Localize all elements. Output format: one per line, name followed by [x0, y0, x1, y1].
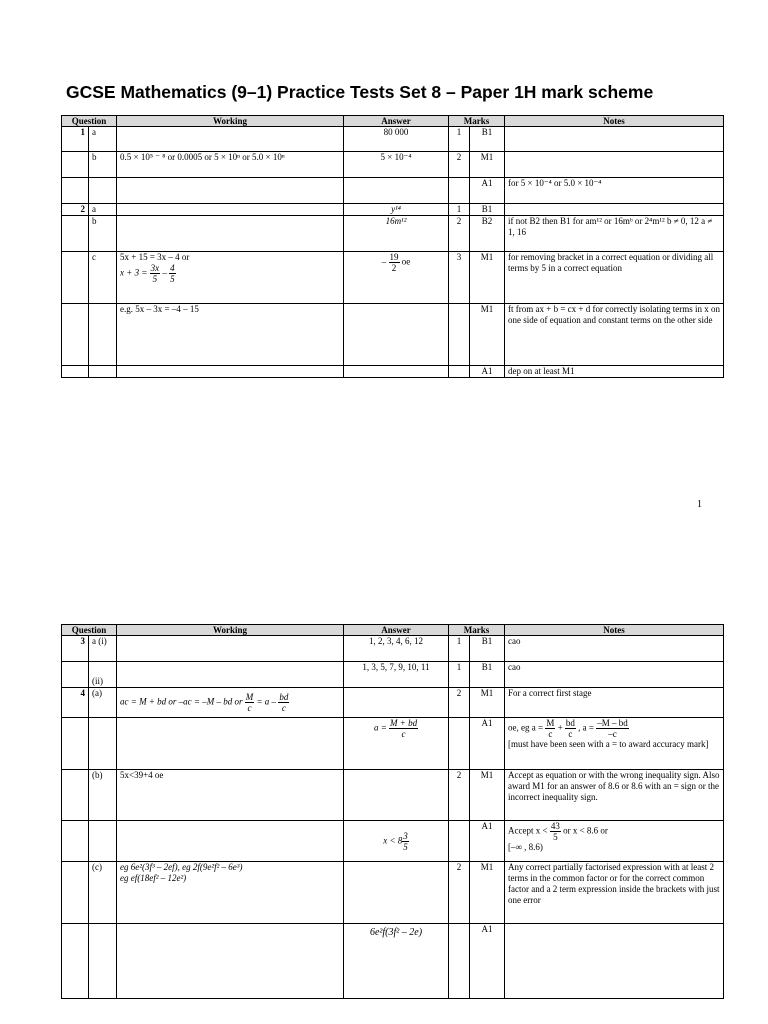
- mark-count: 2: [449, 688, 470, 718]
- fraction-denominator: c: [568, 729, 573, 739]
- question-number: 2: [62, 204, 89, 216]
- question-part: [89, 718, 117, 770]
- table-row: [62, 127, 724, 152]
- mark-count: [449, 924, 470, 999]
- working-cell: [117, 366, 344, 378]
- mark-code: M1: [470, 304, 505, 366]
- answer-cell: [344, 688, 449, 718]
- mark-count: 2: [449, 216, 470, 252]
- working-line: eg ef(18ef² – 12e²): [120, 873, 187, 883]
- answer-cell: 80 000: [344, 127, 449, 152]
- table-row: [62, 178, 724, 204]
- fraction-denominator: c: [401, 729, 406, 739]
- working-cell: [117, 636, 344, 662]
- question-part: a: [89, 127, 117, 152]
- question-number: [62, 662, 89, 688]
- question-part: b: [89, 152, 117, 178]
- header-marks: Marks: [449, 116, 505, 127]
- answer-cell: y¹⁴: [344, 204, 449, 216]
- page-number: 1: [697, 499, 702, 510]
- question-number: [62, 304, 89, 366]
- answer-text: x < 8: [383, 835, 403, 846]
- fraction-numerator: M: [245, 692, 254, 702]
- question-part: [89, 821, 117, 862]
- header-notes: Notes: [505, 116, 724, 127]
- notes-cell: cao: [505, 662, 724, 688]
- fraction-numerator: 43: [550, 821, 560, 831]
- working-cell: [117, 127, 344, 152]
- mark-count: [449, 304, 470, 366]
- working-line: 5x + 15 = 3x – 4 or: [120, 252, 190, 262]
- table-row: [62, 216, 724, 252]
- fraction: [389, 718, 418, 739]
- working-cell: [117, 204, 344, 216]
- question-number: [62, 718, 89, 770]
- table-row: [62, 718, 724, 770]
- working-cell: [117, 718, 344, 770]
- mark-count: 1: [449, 127, 470, 152]
- page-title: GCSE Mathematics (9–1) Practice Tests Set 8 – Paper 1H mark scheme: [66, 82, 654, 102]
- mark-code: A1: [470, 821, 505, 862]
- table-row: [62, 924, 724, 999]
- mark-code: M1: [470, 152, 505, 178]
- answer-cell: 5 × 10⁻⁴: [344, 152, 449, 178]
- notes-cell: [505, 152, 724, 178]
- fraction-denominator: 5: [152, 274, 158, 284]
- table-row: [62, 862, 724, 924]
- working-cell: [117, 688, 344, 718]
- notes-line: [–∞ , 8.6): [508, 842, 543, 852]
- notes-text: oe, eg a =: [508, 722, 546, 733]
- mark-code: M1: [470, 688, 505, 718]
- fraction-denominator: c: [247, 703, 252, 713]
- answer-cell: 6e²f(3f² – 2e): [344, 924, 449, 999]
- table-row: [62, 636, 724, 662]
- fraction-denominator: c: [548, 729, 553, 739]
- question-part: a: [89, 204, 117, 216]
- table-row: [62, 152, 724, 178]
- question-number: 4: [62, 688, 89, 718]
- mark-count: 2: [449, 862, 470, 924]
- mark-count: [449, 366, 470, 378]
- fraction: [278, 692, 289, 713]
- mark-count: 2: [449, 770, 470, 821]
- question-part: c: [89, 252, 117, 304]
- question-part: (ii): [89, 662, 117, 688]
- header-answer: Answer: [344, 625, 449, 636]
- working-text: ac = M + bd or –ac = –M – bd or: [120, 696, 245, 707]
- answer-cell: [344, 178, 449, 204]
- notes-line: [508, 718, 720, 739]
- fraction-numerator: M: [546, 718, 555, 728]
- header-question: Question: [62, 116, 117, 127]
- notes-cell: for removing bracket in a correct equation or dividing all terms by 5 in a correct equation: [505, 252, 724, 304]
- question-part: (c): [89, 862, 117, 924]
- header-marks: Marks: [449, 625, 505, 636]
- question-number: 3: [62, 636, 89, 662]
- question-number: [62, 821, 89, 862]
- mark-code: B1: [470, 662, 505, 688]
- notes-text: Accept x <: [508, 825, 550, 836]
- working-cell: [117, 178, 344, 204]
- fraction-numerator: 3x: [150, 263, 160, 273]
- notes-text: , a =: [578, 722, 597, 733]
- answer-cell: 1, 3, 5, 7, 9, 10, 11: [344, 662, 449, 688]
- header-working: Working: [117, 116, 344, 127]
- answer-text: a =: [373, 722, 390, 733]
- table-row: [62, 366, 724, 378]
- fraction-numerator: 4: [170, 263, 175, 273]
- notes-cell: cao: [505, 636, 724, 662]
- working-text: –: [162, 267, 170, 278]
- fraction-denominator: 5: [403, 841, 408, 852]
- mark-code: B1: [470, 636, 505, 662]
- working-cell: [117, 662, 344, 688]
- fraction: [169, 263, 176, 284]
- mark-code: A1: [470, 924, 505, 999]
- notes-cell: if not B2 then B1 for am¹² or 16mᵇ or 2⁴m¹² b ≠ 0, 12 a ≠ 1, 16: [505, 216, 724, 252]
- mark-code: A1: [470, 366, 505, 378]
- table-header-row: [62, 116, 724, 127]
- notes-cell: [505, 127, 724, 152]
- fraction-numerator: –M – bd: [597, 718, 628, 728]
- answer-suffix: oe: [401, 256, 411, 267]
- question-part: b: [89, 216, 117, 252]
- question-number: [62, 178, 89, 204]
- answer-cell: 1, 2, 3, 4, 6, 12: [344, 636, 449, 662]
- question-part: [89, 366, 117, 378]
- fraction-denominator: c: [281, 703, 286, 713]
- answer-cell: [344, 252, 449, 304]
- working-line: eg 6e²(3f³ – 2ef), eg 2f(9e²f² – 6e³): [120, 862, 243, 872]
- mark-count: [449, 821, 470, 862]
- fraction: [402, 831, 409, 852]
- mark-count: [449, 178, 470, 204]
- question-part: [89, 924, 117, 999]
- question-number: [62, 152, 89, 178]
- mark-scheme-table-2: [61, 624, 724, 999]
- answer-cell: [344, 770, 449, 821]
- answer-cell: [344, 718, 449, 770]
- question-number: [62, 366, 89, 378]
- table-row: [62, 304, 724, 366]
- question-number: [62, 924, 89, 999]
- working-cell: [117, 821, 344, 862]
- working-cell: [117, 216, 344, 252]
- fraction-numerator: 19: [389, 252, 399, 262]
- notes-cell: Accept as equation or with the wrong inequality sign. Also award M1 for an answer of 8.6 or 8.6 with an = sign or the incorrect inequality sign.: [505, 770, 724, 821]
- header-working: Working: [117, 625, 344, 636]
- notes-line: [must have been seen with a = to award accuracy mark]: [508, 739, 709, 749]
- header-question: Question: [62, 625, 117, 636]
- question-number: 1: [62, 127, 89, 152]
- answer-cell: [344, 821, 449, 862]
- mark-code: M1: [470, 770, 505, 821]
- fraction-numerator: 3: [403, 830, 408, 841]
- notes-cell: [505, 821, 724, 862]
- question-number: [62, 216, 89, 252]
- question-part: [89, 178, 117, 204]
- mark-count: 2: [449, 152, 470, 178]
- notes-cell: [505, 924, 724, 999]
- working-line: [120, 263, 340, 284]
- answer-sign: –: [381, 256, 387, 267]
- table-row: [62, 770, 724, 821]
- answer-cell: [344, 304, 449, 366]
- table-row: [62, 688, 724, 718]
- fraction: [596, 718, 629, 739]
- fraction: [389, 252, 400, 273]
- working-cell: e.g. 5x – 3x = –4 – 15: [117, 304, 344, 366]
- working-text: x + 3 =: [120, 267, 150, 278]
- notes-cell: For a correct first stage: [505, 688, 724, 718]
- notes-line: [508, 821, 720, 842]
- notes-cell: [505, 718, 724, 770]
- answer-cell: [344, 366, 449, 378]
- mark-count: 3: [449, 252, 470, 304]
- header-answer: Answer: [344, 116, 449, 127]
- notes-cell: [505, 204, 724, 216]
- working-cell: [117, 252, 344, 304]
- mark-count: 1: [449, 662, 470, 688]
- fraction: [245, 692, 255, 713]
- mark-code: B1: [470, 204, 505, 216]
- working-cell: 5x<39+4 oe: [117, 770, 344, 821]
- table-row: [62, 821, 724, 862]
- question-number: [62, 252, 89, 304]
- mark-code: A1: [470, 178, 505, 204]
- mark-scheme-table-1: [61, 115, 724, 378]
- fraction-denominator: 2: [391, 263, 397, 273]
- working-cell: [117, 862, 344, 924]
- mark-count: 1: [449, 204, 470, 216]
- notes-text: or x < 8.6 or: [560, 825, 608, 836]
- working-cell: [117, 924, 344, 999]
- answer-cell: 16m¹²: [344, 216, 449, 252]
- mark-code: B1: [470, 127, 505, 152]
- notes-text: +: [557, 722, 565, 733]
- question-number: [62, 770, 89, 821]
- notes-cell: Any correct partially factorised expression with at least 2 terms in the common factor or for the correct common factor and a 2 term expression inside the brackets with just one error: [505, 862, 724, 924]
- fraction-numerator: bd: [565, 718, 575, 728]
- mark-code: B2: [470, 216, 505, 252]
- header-notes: Notes: [505, 625, 724, 636]
- fraction-numerator: M + bd: [390, 718, 418, 728]
- table-row: [62, 662, 724, 688]
- question-part: (b): [89, 770, 117, 821]
- table-row: [62, 252, 724, 304]
- fraction-denominator: –c: [608, 729, 617, 739]
- mark-code: M1: [470, 252, 505, 304]
- answer-cell: [344, 862, 449, 924]
- fraction: [565, 718, 576, 739]
- fraction-denominator: 5: [553, 832, 558, 842]
- notes-cell: for 5 × 10⁻⁴ or 5.0 × 10⁻⁴: [505, 178, 724, 204]
- working-cell: 0.5 × 10⁵ ⁻ ⁸ or 0.0005 or 5 × 10ⁿ or 5.0 × 10ⁿ: [117, 152, 344, 178]
- mark-code: M1: [470, 862, 505, 924]
- question-part: (a): [89, 688, 117, 718]
- working-text: = a –: [256, 696, 279, 707]
- notes-cell: dep on at least M1: [505, 366, 724, 378]
- fraction-numerator: bd: [279, 692, 289, 702]
- fraction: [550, 821, 561, 842]
- fraction: [545, 718, 555, 739]
- mark-count: [449, 718, 470, 770]
- question-part: a (i): [89, 636, 117, 662]
- fraction-denominator: 5: [170, 274, 175, 284]
- question-number: [62, 862, 89, 924]
- fraction: [150, 263, 161, 284]
- question-part: [89, 304, 117, 366]
- table-header-row: [62, 625, 724, 636]
- table-row: [62, 204, 724, 216]
- mark-count: 1: [449, 636, 470, 662]
- notes-cell: ft from ax + b = cx + d for correctly isolating terms in x on one side of equation and constant terms on the other side: [505, 304, 724, 366]
- mark-code: A1: [470, 718, 505, 770]
